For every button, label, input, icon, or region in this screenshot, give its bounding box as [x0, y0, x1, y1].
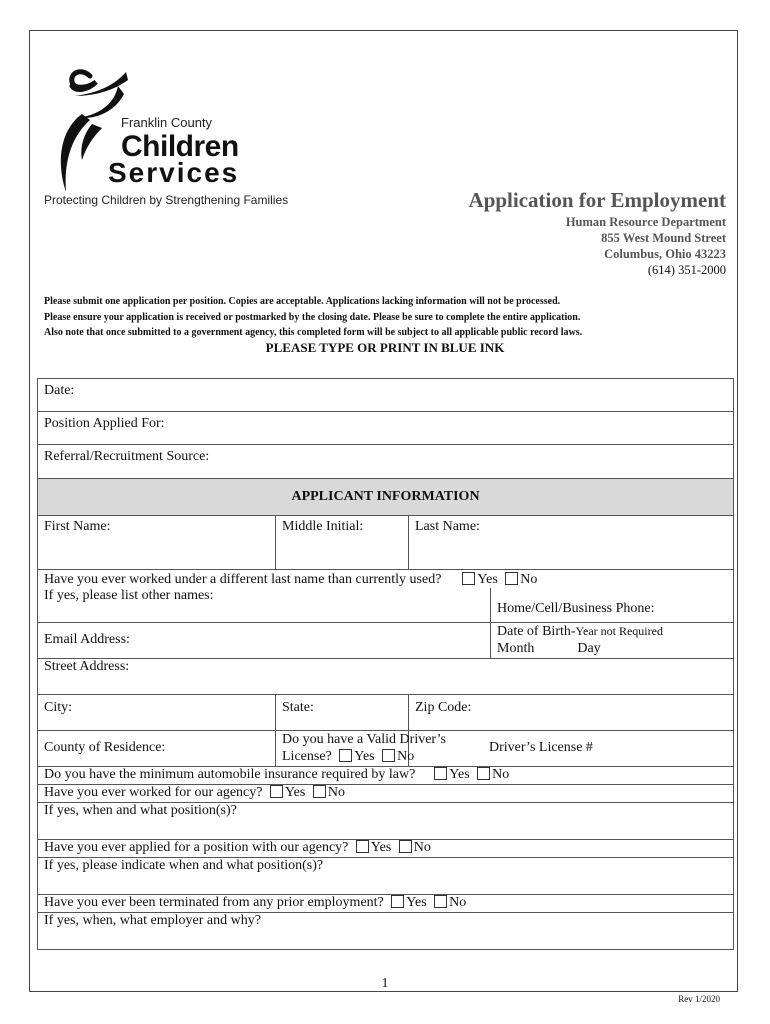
- instructions: [44, 294, 582, 341]
- zip-code-label: Zip Code:: [415, 699, 472, 715]
- terminated-yes-checkbox[interactable]: [391, 895, 404, 908]
- terminated-details-label: If yes, when, what employer and why?: [44, 912, 261, 928]
- dob-day-label: Day: [577, 640, 601, 656]
- org-tagline: Protecting Children by Strengthening Families: [44, 193, 289, 207]
- hr-department: Human Resource Department: [565, 215, 726, 229]
- no-label: No: [520, 572, 538, 587]
- license-no-checkbox[interactable]: [382, 749, 395, 762]
- worked-agency-row: [38, 784, 734, 802]
- page-title: Application for Employment: [468, 188, 726, 212]
- referral-field[interactable]: [38, 445, 734, 479]
- terminated-question: Have you ever been terminated from any prior employment?: [44, 894, 384, 910]
- instruction-line: Please submit one application per position. Copies are acceptable. Applications lacking information will not be processed.: [44, 296, 561, 307]
- email-label: Email Address:: [44, 632, 130, 647]
- city-label: City:: [44, 699, 73, 715]
- license-question-line1: Do you have a Valid Driver’s: [282, 731, 446, 747]
- license-number-label: Driver’s License #: [489, 740, 593, 755]
- insurance-row: [38, 766, 734, 784]
- org-name-small: Franklin County: [121, 115, 213, 130]
- position-label: Position Applied For:: [44, 416, 165, 431]
- no-label: No: [492, 766, 510, 782]
- applied-agency-question: Have you ever applied for a position with our agency?: [44, 839, 349, 855]
- middle-initial-label: Middle Initial:: [282, 519, 364, 534]
- applied-agency-row: [38, 839, 734, 857]
- street-address-label: Street Address:: [44, 658, 130, 674]
- revision-date: Rev 1/2020: [678, 994, 720, 1004]
- insurance-no-checkbox[interactable]: [477, 767, 490, 780]
- worked-agency-question: Have you ever worked for our agency?: [44, 784, 263, 800]
- other-names-field[interactable]: [38, 588, 491, 622]
- different-name-yes-checkbox[interactable]: [462, 572, 475, 585]
- org-name-children: Children: [121, 130, 239, 163]
- email-field[interactable]: [38, 622, 491, 658]
- state-label: State:: [282, 699, 314, 715]
- no-label: No: [449, 894, 467, 910]
- type-print-notice: PLEASE TYPE OR PRINT IN BLUE INK: [265, 340, 505, 355]
- yes-label: Yes: [406, 894, 427, 910]
- no-label: No: [327, 784, 345, 800]
- street-address-field[interactable]: [38, 658, 734, 694]
- section-applicant-information: APPLICANT INFORMATION: [38, 479, 734, 516]
- city-field[interactable]: [38, 694, 276, 730]
- hr-city: Columbus, Ohio 43223: [604, 247, 726, 261]
- worked-agency-details-label: If yes, when and what position(s)?: [44, 802, 237, 818]
- hr-street: 855 West Mound Street: [601, 231, 726, 245]
- phone-label: Home/Cell/Business Phone:: [497, 600, 655, 616]
- hr-phone: (614) 351-2000: [647, 263, 726, 277]
- different-name-no-checkbox[interactable]: [505, 572, 518, 585]
- terminated-row: [38, 894, 734, 912]
- title-block: [469, 186, 726, 278]
- other-names-label: If yes, please list other names:: [44, 588, 214, 603]
- worked-agency-details-field[interactable]: [38, 802, 734, 839]
- no-label: No: [413, 839, 431, 855]
- date-label: Date:: [44, 383, 75, 398]
- middle-initial-field[interactable]: [276, 516, 409, 570]
- yes-label: Yes: [370, 839, 392, 855]
- position-field[interactable]: [38, 412, 734, 445]
- drivers-license-question: [276, 730, 446, 766]
- instruction-line: Please ensure your application is received or postmarked by the closing date. Please be sure to complete the entire application.: [44, 311, 581, 323]
- date-of-birth-field[interactable]: [491, 622, 734, 658]
- different-name-row: [38, 570, 734, 589]
- insurance-question: Do you have the minimum automobile insurance required by law?: [44, 766, 416, 782]
- yes-label: Yes: [354, 748, 375, 764]
- no-label: No: [397, 748, 415, 764]
- org-name-services: Services: [108, 157, 240, 188]
- yes-label: Yes: [477, 572, 498, 587]
- different-name-question: Have you ever worked under a different last name than currently used?: [44, 572, 442, 587]
- state-field[interactable]: [276, 694, 409, 730]
- yes-label: Yes: [284, 784, 306, 800]
- first-name-field[interactable]: [38, 516, 276, 570]
- county-field[interactable]: [38, 730, 276, 766]
- date-field[interactable]: [38, 379, 734, 412]
- page-number: 1: [381, 976, 389, 991]
- applied-agency-details-field[interactable]: [38, 857, 734, 894]
- yes-label: Yes: [449, 766, 470, 782]
- applied-agency-details-label: If yes, please indicate when and what position(s)?: [44, 857, 324, 873]
- worked-agency-no-checkbox[interactable]: [313, 785, 326, 798]
- phone-field[interactable]: [491, 588, 734, 622]
- zip-code-field[interactable]: [409, 694, 734, 730]
- applied-agency-yes-checkbox[interactable]: [356, 840, 369, 853]
- license-question-line2: License?: [282, 748, 332, 764]
- drivers-license-number-field[interactable]: [409, 730, 734, 766]
- application-form: [37, 378, 734, 950]
- first-name-label: First Name:: [44, 519, 111, 534]
- referral-label: Referral/Recruitment Source:: [44, 449, 210, 464]
- last-name-label: Last Name:: [415, 519, 480, 534]
- applied-agency-no-checkbox[interactable]: [399, 840, 412, 853]
- county-label: County of Residence:: [44, 740, 166, 755]
- dob-note: Year not Required: [575, 623, 663, 638]
- worked-agency-yes-checkbox[interactable]: [270, 785, 283, 798]
- insurance-yes-checkbox[interactable]: [434, 767, 447, 780]
- last-name-field[interactable]: [409, 516, 734, 570]
- license-yes-checkbox[interactable]: [339, 749, 352, 762]
- instruction-line: Also note that once submitted to a government agency, this completed form will be subject to all applicable public record laws.: [44, 327, 583, 338]
- dob-month-label: Month: [497, 640, 535, 656]
- terminated-no-checkbox[interactable]: [434, 895, 447, 908]
- terminated-details-field[interactable]: [38, 912, 734, 949]
- dob-label: Date of Birth-: [497, 623, 576, 639]
